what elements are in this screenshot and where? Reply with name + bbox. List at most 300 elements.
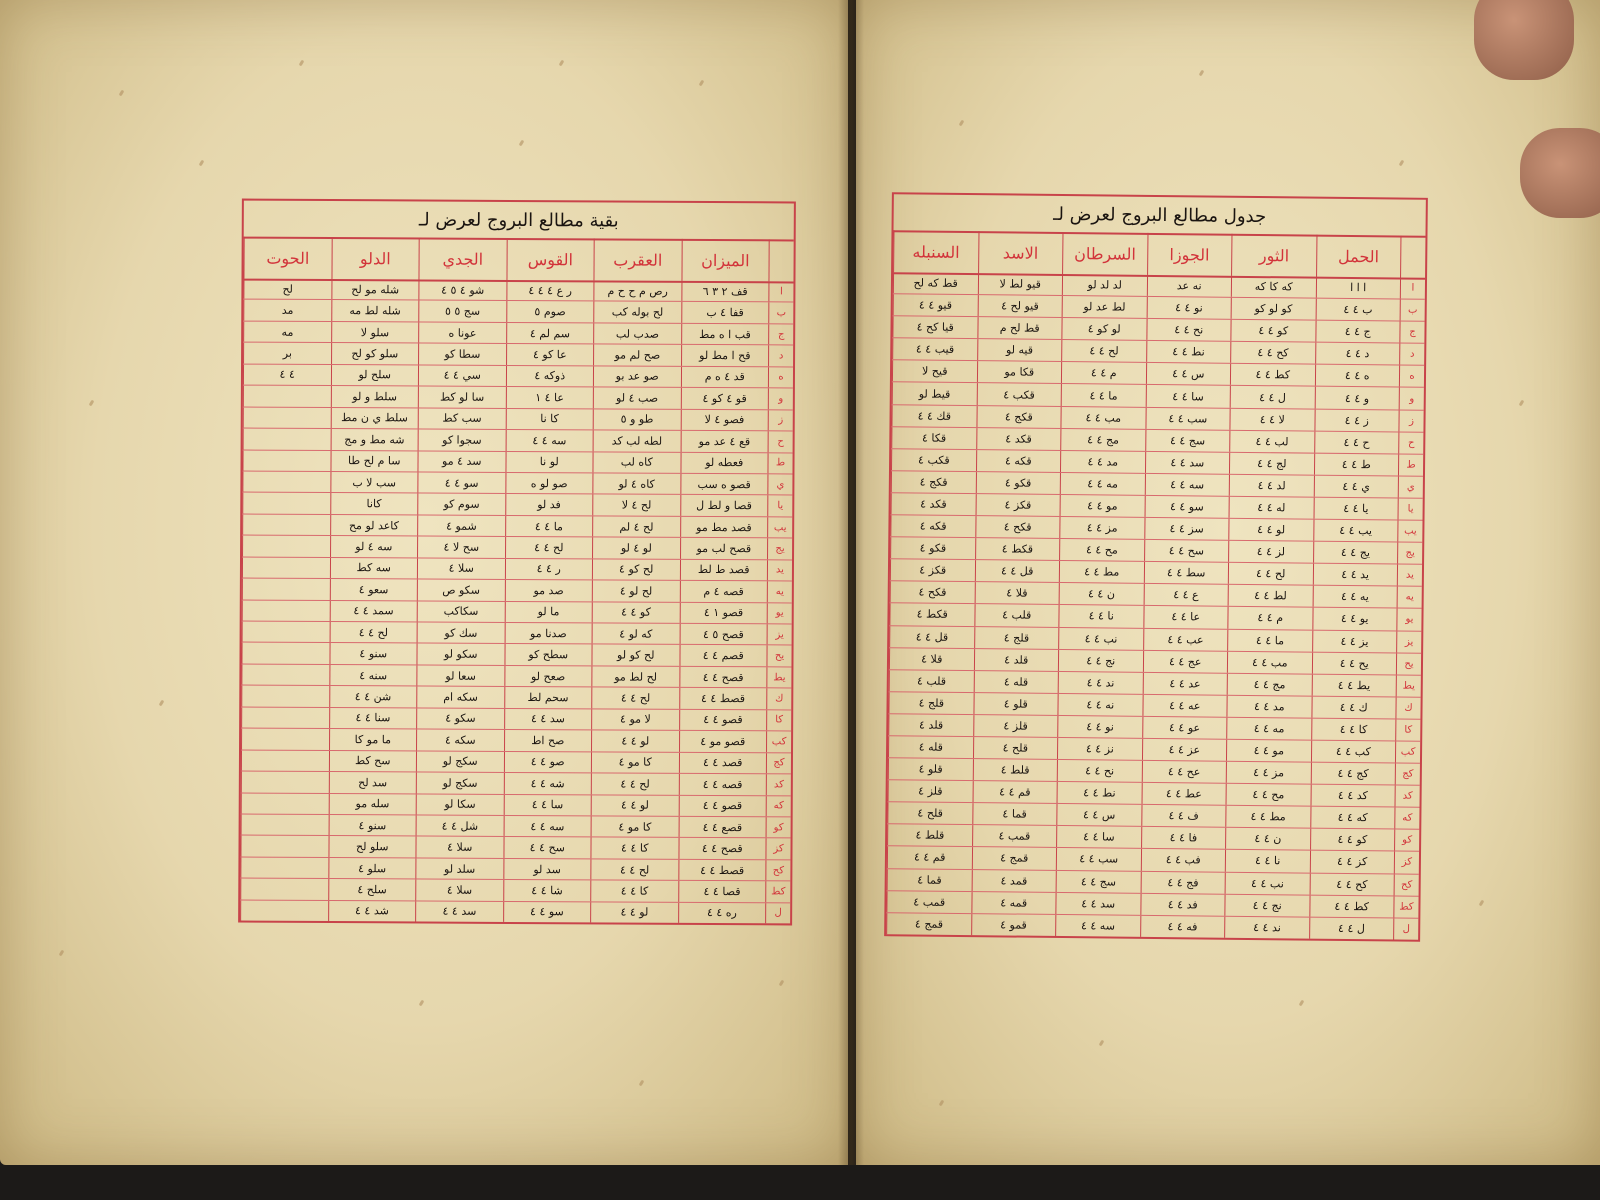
table-cell: شه ٤ ٤ (503, 773, 591, 794)
table-cell: ح ٤ ٤ (1314, 431, 1399, 453)
table-row (242, 557, 792, 581)
table-cell: كا ٤ ٤ (1311, 719, 1396, 741)
table-cell: سلح لو (330, 365, 418, 386)
table-cell: فب ٤ ٤ (1140, 849, 1225, 871)
table-cell: شو ٤ ٥ ٤ (418, 279, 506, 300)
table-row (242, 471, 792, 495)
table-row (242, 600, 792, 624)
table-cell: قكد ٤ (976, 428, 1061, 450)
table-cell: مه ٤ ٤ (1060, 473, 1145, 495)
table-cell: سح لا ٤ (417, 537, 505, 558)
table-cell: قصد ٤ ٤ (678, 752, 766, 773)
table-cell: يج ٤ ٤ (1313, 542, 1398, 564)
table-row (243, 321, 793, 345)
table-cell: يط ٤ ٤ (1311, 674, 1396, 696)
table-cell: كج ٤ ٤ (1310, 763, 1395, 785)
table-cell: سلو لح (328, 836, 416, 857)
table-cell: عا ٤ ٤ (1143, 606, 1228, 628)
table-cell: كو ٤ ٤ (1230, 320, 1315, 342)
table-cell: سو ٤ ٤ (503, 902, 591, 923)
table-cell: صدنا مو (504, 623, 592, 644)
table-cell: قصو ١ ٤ (679, 602, 767, 623)
table-cell: لح ٤ لا (592, 495, 680, 516)
row-label: ط (767, 453, 792, 474)
table-cell: قله ٤ (973, 671, 1058, 693)
table-cell: مز ٤ ٤ (1226, 762, 1311, 784)
row-label: ل (765, 903, 790, 924)
table-cell (241, 643, 329, 664)
table-cell: قكط ٤ (975, 538, 1060, 560)
table-cell: قيح لا (892, 361, 977, 383)
table-cell (240, 836, 328, 857)
row-label: ب (1400, 300, 1425, 321)
table-cell: قع ٤ عد مو (680, 431, 768, 452)
table-cell: مح ٤ ٤ (1059, 539, 1144, 561)
table-cell: سكاكب (417, 601, 505, 622)
table-cell: بر (243, 343, 331, 364)
table-cell: قك ٤ ٤ (891, 405, 976, 427)
table-cell: قلج ٤ (888, 692, 973, 714)
table-cell: قكو ٤ (975, 472, 1060, 494)
row-index-header (1400, 236, 1425, 278)
table-cell: كب ٤ ٤ (1310, 741, 1395, 763)
table-cell: ر ع ٤ ٤ ٤ (506, 280, 594, 301)
thumb (1474, 0, 1574, 80)
table-cell: م ٤ ٤ (1061, 362, 1146, 384)
table-cell: سكا لو (416, 794, 504, 815)
table-cell (240, 879, 328, 900)
table-cell: قمد ٤ (971, 870, 1056, 892)
table-cell: نه عد (1146, 275, 1231, 297)
column-header: الاسد (978, 231, 1063, 274)
table-cell: قمج ٤ (971, 848, 1056, 870)
table-cell: يه ٤ ٤ (1312, 586, 1397, 608)
row-label: د (768, 346, 793, 367)
table-cell: قصح ٤ ٤ (678, 838, 766, 859)
table-cell: قلد ٤ (888, 714, 973, 736)
row-label: كز (765, 839, 790, 860)
table-cell: سكو ٤ (416, 708, 504, 729)
table-cell: د ٤ ٤ (1315, 343, 1400, 365)
book-gutter (838, 0, 864, 1165)
table-cell: كا مو ٤ (591, 816, 679, 837)
row-label: يو (1396, 609, 1421, 630)
table-cell: قمب ٤ (886, 891, 971, 913)
row-label: و (1399, 388, 1424, 409)
row-label: كو (766, 817, 791, 838)
table-cell: كه لو ٤ (592, 623, 680, 644)
table-cell: ل ٤ ٤ (1309, 917, 1394, 939)
table-cell: نا ٤ ٤ (1225, 850, 1310, 872)
table-cell: قيو ٤ ٤ (893, 294, 978, 316)
table-cell: نب ٤ ٤ (1058, 627, 1143, 649)
table-cell: شله مو لح (331, 279, 419, 300)
table-cell (241, 793, 329, 814)
table-cell: قمب ٤ (972, 825, 1057, 847)
row-label: ه (768, 367, 793, 388)
table-cell: لو كو ٤ (1061, 318, 1146, 340)
table-cell: يو ٤ ٤ (1312, 608, 1397, 630)
table-row (886, 913, 1418, 940)
table-cell: قلح ٤ (887, 802, 972, 824)
table-cell (240, 857, 328, 878)
table-cell (241, 814, 329, 835)
row-label: كد (1395, 786, 1420, 807)
table-cell: قفا ٤ ب (681, 302, 769, 323)
table-cell: سد ٤ مو (417, 451, 505, 472)
table-cell: سلو لا (331, 322, 419, 343)
column-header: العقرب (593, 238, 681, 280)
table-cell: سلا ٤ (415, 880, 503, 901)
table-cell: قمو ٤ (971, 914, 1056, 936)
table-cell: ا ا ا (1315, 277, 1400, 299)
table-cell: لح بوله كب (593, 302, 681, 323)
table-cell: لح ٤ ٤ (1228, 563, 1313, 585)
table-cell: قف ٢ ٣ ٦ (681, 281, 769, 302)
row-label: يط (766, 667, 791, 688)
table-cell: سلا ٤ (417, 558, 505, 579)
row-label: يا (767, 496, 792, 517)
table-cell: ن ٤ ٤ (1059, 583, 1144, 605)
table-cell: قلز ٤ (888, 780, 973, 802)
table-cell: نا ٤ ٤ (1058, 605, 1143, 627)
table-cell: قصه ٤ ٤ (678, 774, 766, 795)
table-cell: سله مو (328, 794, 416, 815)
table-cell: قد ٤ ه م (680, 367, 768, 388)
table-cell: ر ٤ ٤ (504, 559, 592, 580)
row-label: ط (1398, 454, 1423, 475)
table-cell: لا مو ٤ (591, 709, 679, 730)
table-cell: قب ا ه مط (681, 324, 769, 345)
row-label: كح (765, 860, 790, 881)
table-cell: عا ٤ ١ (505, 387, 593, 408)
left-table-title: بقية مطالع البروج لعرض لـ (244, 201, 794, 242)
table-row (241, 793, 791, 817)
table-cell (241, 729, 329, 750)
table-cell (243, 407, 331, 428)
table-cell: سطا كو (418, 344, 506, 365)
table-cell (242, 536, 330, 557)
table-cell (241, 707, 329, 728)
table-cell: قمج ٤ (886, 913, 971, 935)
row-label: ج (1399, 322, 1424, 343)
table-cell: فد لو (505, 494, 593, 515)
table-cell: كاه لب (592, 452, 680, 473)
table-cell: لح ٤ ٤ (591, 688, 679, 709)
table-cell: قلد ٤ (973, 649, 1058, 671)
table-cell: لطه لب كد (593, 430, 681, 451)
table-cell: قح ا مط لو (681, 345, 769, 366)
row-index-header (768, 239, 793, 281)
table-cell: لح ٤ لم (592, 516, 680, 537)
table-cell (242, 579, 330, 600)
table-cell: سوم كو (417, 494, 505, 515)
row-label: كد (766, 774, 791, 795)
table-cell: ج ٤ ٤ (1315, 321, 1400, 343)
table-cell: سا لو كط (418, 387, 506, 408)
column-header: الحمل (1316, 235, 1401, 278)
row-label: يج (1397, 543, 1422, 564)
table-cell: عط ٤ ٤ (1141, 783, 1226, 805)
table-cell: كز ٤ ٤ (1309, 851, 1394, 873)
table-cell: فصو ٤ لا (680, 409, 768, 430)
right-table-body (886, 272, 1425, 940)
table-cell: قلج ٤ (974, 627, 1059, 649)
table-cell: فج ٤ ٤ (1140, 871, 1225, 893)
table-cell: سه ٤ ٤ (505, 430, 593, 451)
row-label: يد (767, 560, 792, 581)
right-table (884, 192, 1428, 942)
table-cell: مو ٤ ٤ (1226, 740, 1311, 762)
table-cell: صح لم مو (593, 345, 681, 366)
table-cell: ي ٤ ٤ (1313, 475, 1398, 497)
table-cell: قلب ٤ (974, 605, 1059, 627)
row-label: يح (766, 646, 791, 667)
table-cell: قكح ٤ (975, 516, 1060, 538)
row-label: ب (768, 303, 793, 324)
table-cell: شد ٤ ٤ (328, 901, 416, 922)
table-cell: فد ٤ ٤ (1140, 893, 1225, 915)
table-cell: سه ٤ ٤ (503, 816, 591, 837)
table-cell (243, 429, 331, 450)
table-cell: قصو ٤ ٤ (679, 710, 767, 731)
table-cell: لد ٤ ٤ (1229, 475, 1314, 497)
table-cell: سك كو (417, 622, 505, 643)
row-label: يح (1396, 653, 1421, 674)
table-cell: صو ٤ ٤ (503, 752, 591, 773)
table-cell: صو عد بو (593, 366, 681, 387)
table-cell: سد ٤ ٤ (504, 709, 592, 730)
table-cell: قيه لو (977, 339, 1062, 361)
table-cell: لح ٤ ٤ (590, 859, 678, 880)
table-row (241, 772, 791, 796)
table-cell: قم ٤ ٤ (887, 847, 972, 869)
table-cell: و ٤ ٤ (1314, 387, 1399, 409)
left-table (238, 199, 796, 926)
row-label: كط (765, 882, 790, 903)
table-cell: لح (243, 279, 331, 300)
table-cell: قلو ٤ (888, 758, 973, 780)
table-row (243, 386, 793, 410)
table-cell: قكج ٤ (891, 471, 976, 493)
table-cell: سلو كو لح (331, 343, 419, 364)
table-cell: نط ٤ ٤ (1057, 782, 1142, 804)
table-cell: صعح لو (504, 666, 592, 687)
table-cell: مد ٤ ٤ (1060, 451, 1145, 473)
table-cell: قيب ٤ ٤ (892, 339, 977, 361)
table-row (240, 836, 790, 860)
table-cell (241, 772, 329, 793)
table-cell: سلد لو (415, 858, 503, 879)
table-cell: لح كو لو (591, 645, 679, 666)
table-cell: صب ٤ لو (593, 388, 681, 409)
table-cell: ما ٤ ٤ (1227, 629, 1312, 651)
table-cell: له ٤ ٤ (1229, 497, 1314, 519)
table-cell: سو ٤ ٤ (417, 472, 505, 493)
table-cell: ن ٤ ٤ (1225, 828, 1310, 850)
table-cell: ز ٤ ٤ (1314, 409, 1399, 431)
table-cell: ند ٤ ٤ (1058, 672, 1143, 694)
row-label: و (768, 388, 793, 409)
table-cell: قلا ٤ (889, 648, 974, 670)
table-cell: سا م لح طا (330, 451, 418, 472)
table-cell: نه ٤ ٤ (1057, 694, 1142, 716)
table-cell: سد ٤ ٤ (1144, 452, 1229, 474)
table-cell (242, 493, 330, 514)
table-cell: سلو ٤ (328, 858, 416, 879)
column-header: القوس (506, 238, 594, 280)
table-cell: قكط ٤ (889, 604, 974, 626)
table-cell: قصح ٤ ٤ (679, 667, 767, 688)
table-cell: قكز ٤ (890, 559, 975, 581)
table-cell: سج ٤ ٤ (1145, 430, 1230, 452)
table-cell: لا ٤ ٤ (1229, 408, 1314, 430)
table-cell: سه كط (329, 558, 417, 579)
table-cell: كح ٤ ٤ (1309, 873, 1394, 895)
table-cell: مج ٤ ٤ (1060, 429, 1145, 451)
row-label: ك (1395, 697, 1420, 718)
row-label: كط (1393, 896, 1418, 917)
table-cell: لط عد لو (1062, 296, 1147, 318)
table-cell: قكح ٤ (890, 582, 975, 604)
table-row (242, 536, 792, 560)
table-cell: قكا مو (976, 361, 1061, 383)
table-cell: لح لو ٤ (592, 581, 680, 602)
row-label: كج (766, 753, 791, 774)
table-cell: سكه ام (416, 687, 504, 708)
table-cell: سه ٤ ٤ (1144, 474, 1229, 496)
table-cell: قصد مط مو (680, 517, 768, 538)
table-cell: قط لح م (977, 317, 1062, 339)
table-cell: قله ٤ (888, 736, 973, 758)
table-cell: ٤ ٤ (243, 364, 331, 385)
table-cell: سد لح (328, 772, 416, 793)
table-cell: قصط ٤ ٤ (678, 860, 766, 881)
table-cell: سد ٤ ٤ (415, 901, 503, 922)
table-cell: صدب لب (593, 323, 681, 344)
table-cell: كو ٤ ٤ (1310, 829, 1395, 851)
table-cell: قصح لب مو (680, 538, 768, 559)
table-row (243, 364, 793, 388)
row-label: ل (1393, 918, 1418, 939)
table-cell: قمه ٤ (971, 892, 1056, 914)
table-cell: فا ٤ ٤ (1141, 827, 1226, 849)
table-cell: قلب ٤ (889, 670, 974, 692)
table-cell: لح ٤ ٤ (1061, 340, 1146, 362)
row-label: كو (1394, 830, 1419, 851)
table-row (241, 664, 791, 688)
table-cell: قصح ٥ ٤ (679, 624, 767, 645)
table-cell: عا كو ٤ (506, 344, 594, 365)
row-label: يا (1398, 498, 1423, 519)
table-row (241, 643, 791, 667)
table-cell: قلح ٤ (972, 737, 1057, 759)
table-cell: ل ٤ ٤ (1230, 386, 1315, 408)
table-cell (242, 514, 330, 535)
table-cell: قيط لو (892, 383, 977, 405)
table-cell: قكب ٤ (976, 384, 1061, 406)
table-cell: نو ٤ ٤ (1057, 716, 1142, 738)
table-cell: قصو ٤ ٤ (678, 795, 766, 816)
table-cell: سمد ٤ ٤ (329, 601, 417, 622)
table-row (242, 514, 792, 538)
table-cell: قكد ٤ (891, 493, 976, 515)
table-cell: ما ٤ ٤ (1061, 384, 1146, 406)
table-cell: مز ٤ ٤ (1059, 517, 1144, 539)
row-label: ج (768, 324, 793, 345)
table-cell (242, 450, 330, 471)
column-header: الجدي (418, 237, 506, 279)
table-cell: كاعد لو مح (330, 515, 418, 536)
table-cell: لج ٤ ٤ (1229, 453, 1314, 475)
table-cell: نز ٤ ٤ (1057, 738, 1142, 760)
table-cell: سطح كو (504, 644, 592, 665)
table-cell: سلا ٤ (415, 837, 503, 858)
table-cell: سكه ٤ (416, 730, 504, 751)
row-label: ك (766, 689, 791, 710)
table-cell: كد ٤ ٤ (1310, 785, 1395, 807)
left-table-body (240, 279, 793, 924)
table-cell: سا ٤ ٤ (1145, 385, 1230, 407)
table-cell: شه مط و مج (330, 429, 418, 450)
table-cell: ك ٤ ٤ (1311, 696, 1396, 718)
finger (1520, 128, 1600, 218)
table-cell (243, 386, 331, 407)
table-row (241, 814, 791, 838)
table-row (243, 300, 793, 324)
table-row (240, 879, 790, 903)
row-label: ح (1398, 432, 1423, 453)
row-label: د (1399, 344, 1424, 365)
table-cell: قصع ٤ ٤ (678, 817, 766, 838)
table-row (240, 900, 790, 923)
table-cell: قصا ٤ ٤ (678, 881, 766, 902)
row-label: كز (1394, 852, 1419, 873)
table-cell (241, 750, 329, 771)
table-cell: شمو ٤ (417, 515, 505, 536)
table-cell: مب ٤ ٤ (1060, 407, 1145, 429)
table-cell: سج ٤ ٤ (1056, 870, 1141, 892)
table-cell: قو ٤ كو ٤ (680, 388, 768, 409)
table-cell: س ٤ ٤ (1145, 363, 1230, 385)
table-cell: لب ٤ ٤ (1229, 430, 1314, 452)
row-label: ي (1398, 476, 1423, 497)
table-cell: سح ٤ ٤ (503, 837, 591, 858)
table-cell: سح ٤ ٤ (1144, 540, 1229, 562)
table-cell: قيو لط لا (977, 273, 1062, 295)
table-cell: سعا لو (416, 665, 504, 686)
row-label: ح (768, 431, 793, 452)
table-cell: عه ٤ ٤ (1142, 695, 1227, 717)
table-cell: قط كه لح (893, 272, 978, 294)
table-cell: قصد ط لط (679, 560, 767, 581)
table-cell: مب ٤ ٤ (1227, 651, 1312, 673)
table-cell: قل ٤ ٤ (974, 560, 1059, 582)
table-cell: قكه ٤ (975, 450, 1060, 472)
table-cell: سب كط (418, 408, 506, 429)
table-cell: شن ٤ ٤ (329, 686, 417, 707)
table-cell: رص م ح ح م (593, 280, 681, 301)
table-cell: مه ٤ ٤ (1226, 718, 1311, 740)
table-cell: عد ٤ ٤ (1142, 673, 1227, 695)
right-table-title: جدول مطالع البروج لعرض لـ (893, 194, 1425, 238)
table-row (240, 857, 790, 881)
row-label: كج (1395, 764, 1420, 785)
table-cell: كو لو كو (1231, 298, 1316, 320)
row-label: يه (1397, 587, 1422, 608)
table-row (243, 407, 793, 431)
row-label: كه (766, 796, 791, 817)
